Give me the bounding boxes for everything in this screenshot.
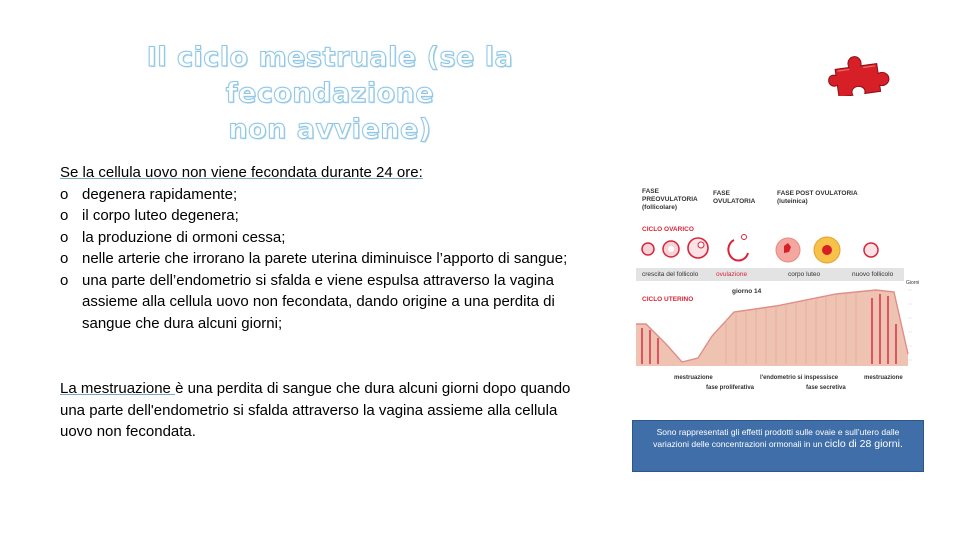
diagram-caption	[632, 420, 924, 472]
bullet-list	[60, 184, 590, 335]
bottom-menstruation-1: mestruazione	[674, 375, 713, 381]
list-item-text: il corpo luteo degenera;	[82, 207, 239, 224]
uterine-cycle-label: CICLO UTERINO	[642, 296, 694, 303]
body-text	[60, 162, 590, 334]
slide-title-line-1: Il ciclo mestruale (se la fecondazione	[146, 42, 514, 109]
endometrium-illustration	[636, 284, 920, 366]
list-item	[60, 227, 590, 249]
phase-ovulatory-label: FASE OVULATORIA	[713, 190, 756, 205]
list-item	[60, 205, 590, 227]
stage-corpus-luteum: corpo luteo	[788, 271, 821, 278]
list-item-text: degenera rapidamente;	[82, 185, 238, 203]
phase-preovulatory-label: FASE PREOVULATORIA (follicolare)	[642, 188, 698, 211]
caption-text: Sono rappresentati gli effetti prodotti sulle ovaie e sull’utero dalle variazioni delle concentrazioni ormonali in un	[653, 427, 900, 449]
list-item	[60, 270, 590, 335]
stage-follicle-growth: crescita del follicolo	[642, 271, 699, 278]
list-item-text: la produzione di ormoni cessa;	[82, 228, 286, 246]
ovary-stages-illustration	[636, 232, 906, 266]
slide-title	[60, 40, 600, 148]
bottom-secretive: fase secretiva	[806, 385, 846, 391]
bullet-marker: o	[60, 207, 69, 224]
phase-postovulatory-label: FASE POST OVULATORIA (luteinica)	[777, 190, 858, 205]
slide-title-line-2: non avviene)	[228, 114, 432, 145]
menstruation-definition: è una perdita di sangue che dura alcuni giorni dopo quando una parte dell'endometrio si sfalda attraverso la vagina assieme alla cellula uovo non fecondata.	[60, 380, 571, 440]
bullet-marker: o	[60, 228, 69, 246]
menstrual-cycle-diagram	[636, 184, 920, 391]
bottom-proliferative: fase proliferativa	[706, 385, 755, 391]
list-item-text: nelle arterie che irrorano la parete uterina diminuisce l’apporto di sangue;	[82, 250, 568, 267]
bullet-marker: o	[60, 250, 69, 267]
stage-new-follicle: nuovo follicolo	[852, 271, 894, 278]
bottom-menstruation-2: mestruazione	[864, 375, 903, 381]
puzzle-piece-icon	[828, 52, 892, 96]
menstruation-term: La mestruazione	[60, 380, 176, 397]
ovarian-cycle-label: CICLO OVARICO	[642, 226, 694, 233]
list-item-text: una parte dell’endometrio si sfalda e viene espulsa attraverso la vagina assieme alla cellula uovo non fecondata, dando origine a una perdita di sangue che dura alcuni giorni;	[82, 271, 555, 332]
day-14-label: giorno 14	[732, 288, 762, 295]
caption-emphasis: ciclo di 28 giorni.	[824, 438, 903, 450]
list-item	[60, 184, 590, 206]
list-item	[60, 248, 590, 270]
days-axis-label: Giorni	[906, 280, 920, 286]
stage-ovulation: ovulazione	[716, 271, 748, 278]
bullet-marker: o	[60, 185, 69, 203]
intro-text: Se la cellula uovo non viene fecondata durante 24 ore:	[60, 164, 423, 181]
menstruation-paragraph	[60, 378, 590, 443]
bullet-marker: o	[60, 271, 69, 289]
bottom-thickening: l'endometrio si inspessisce	[760, 375, 839, 381]
